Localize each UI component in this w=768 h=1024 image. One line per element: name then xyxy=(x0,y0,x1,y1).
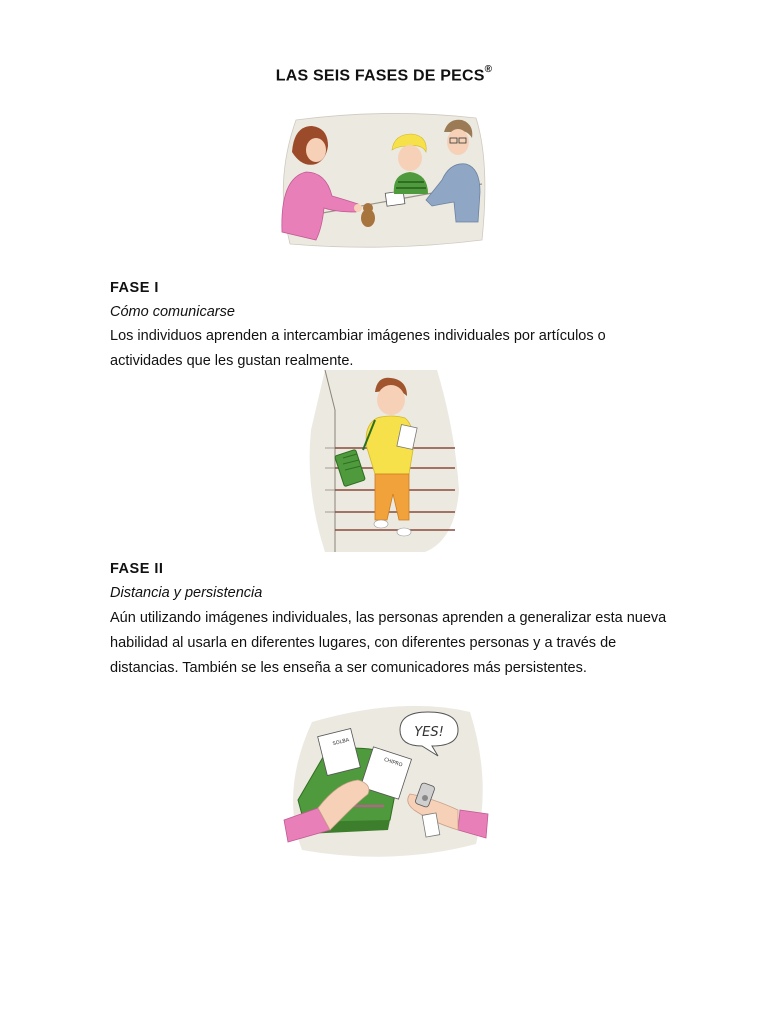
section-1-subtitle: Cómo comunicarse xyxy=(110,304,235,320)
title-text: LAS SEIS FASES DE PECS xyxy=(275,67,485,85)
page-title xyxy=(0,66,768,85)
illustration-card-exchange xyxy=(282,702,492,862)
section-2-text: Aún utilizando imágenes individuales, las personas aprenden a generalizar esta nueva habilidad al usarla en diferentes lugares, con diferentes personas y a través de distancias. También se les enseña a ser comunicadores más persistentes. xyxy=(110,610,667,676)
speech-bubble-text: YES! xyxy=(414,725,444,740)
illustration-table-exchange xyxy=(276,112,490,250)
section-1-heading: FASE I xyxy=(110,280,159,296)
registered-mark: ® xyxy=(484,64,493,75)
section-2-heading: FASE II xyxy=(110,561,164,577)
illustration-boy-stairs xyxy=(305,370,461,554)
section-2-subtitle: Distancia y persistencia xyxy=(110,585,263,601)
card-b-label: CHIPRO xyxy=(383,756,404,769)
section-1-text: Los individuos aprenden a intercambiar imágenes individuales por artículos o actividades que les gustan realmente. xyxy=(110,328,606,369)
card-a-label: SOLBA xyxy=(332,737,350,748)
